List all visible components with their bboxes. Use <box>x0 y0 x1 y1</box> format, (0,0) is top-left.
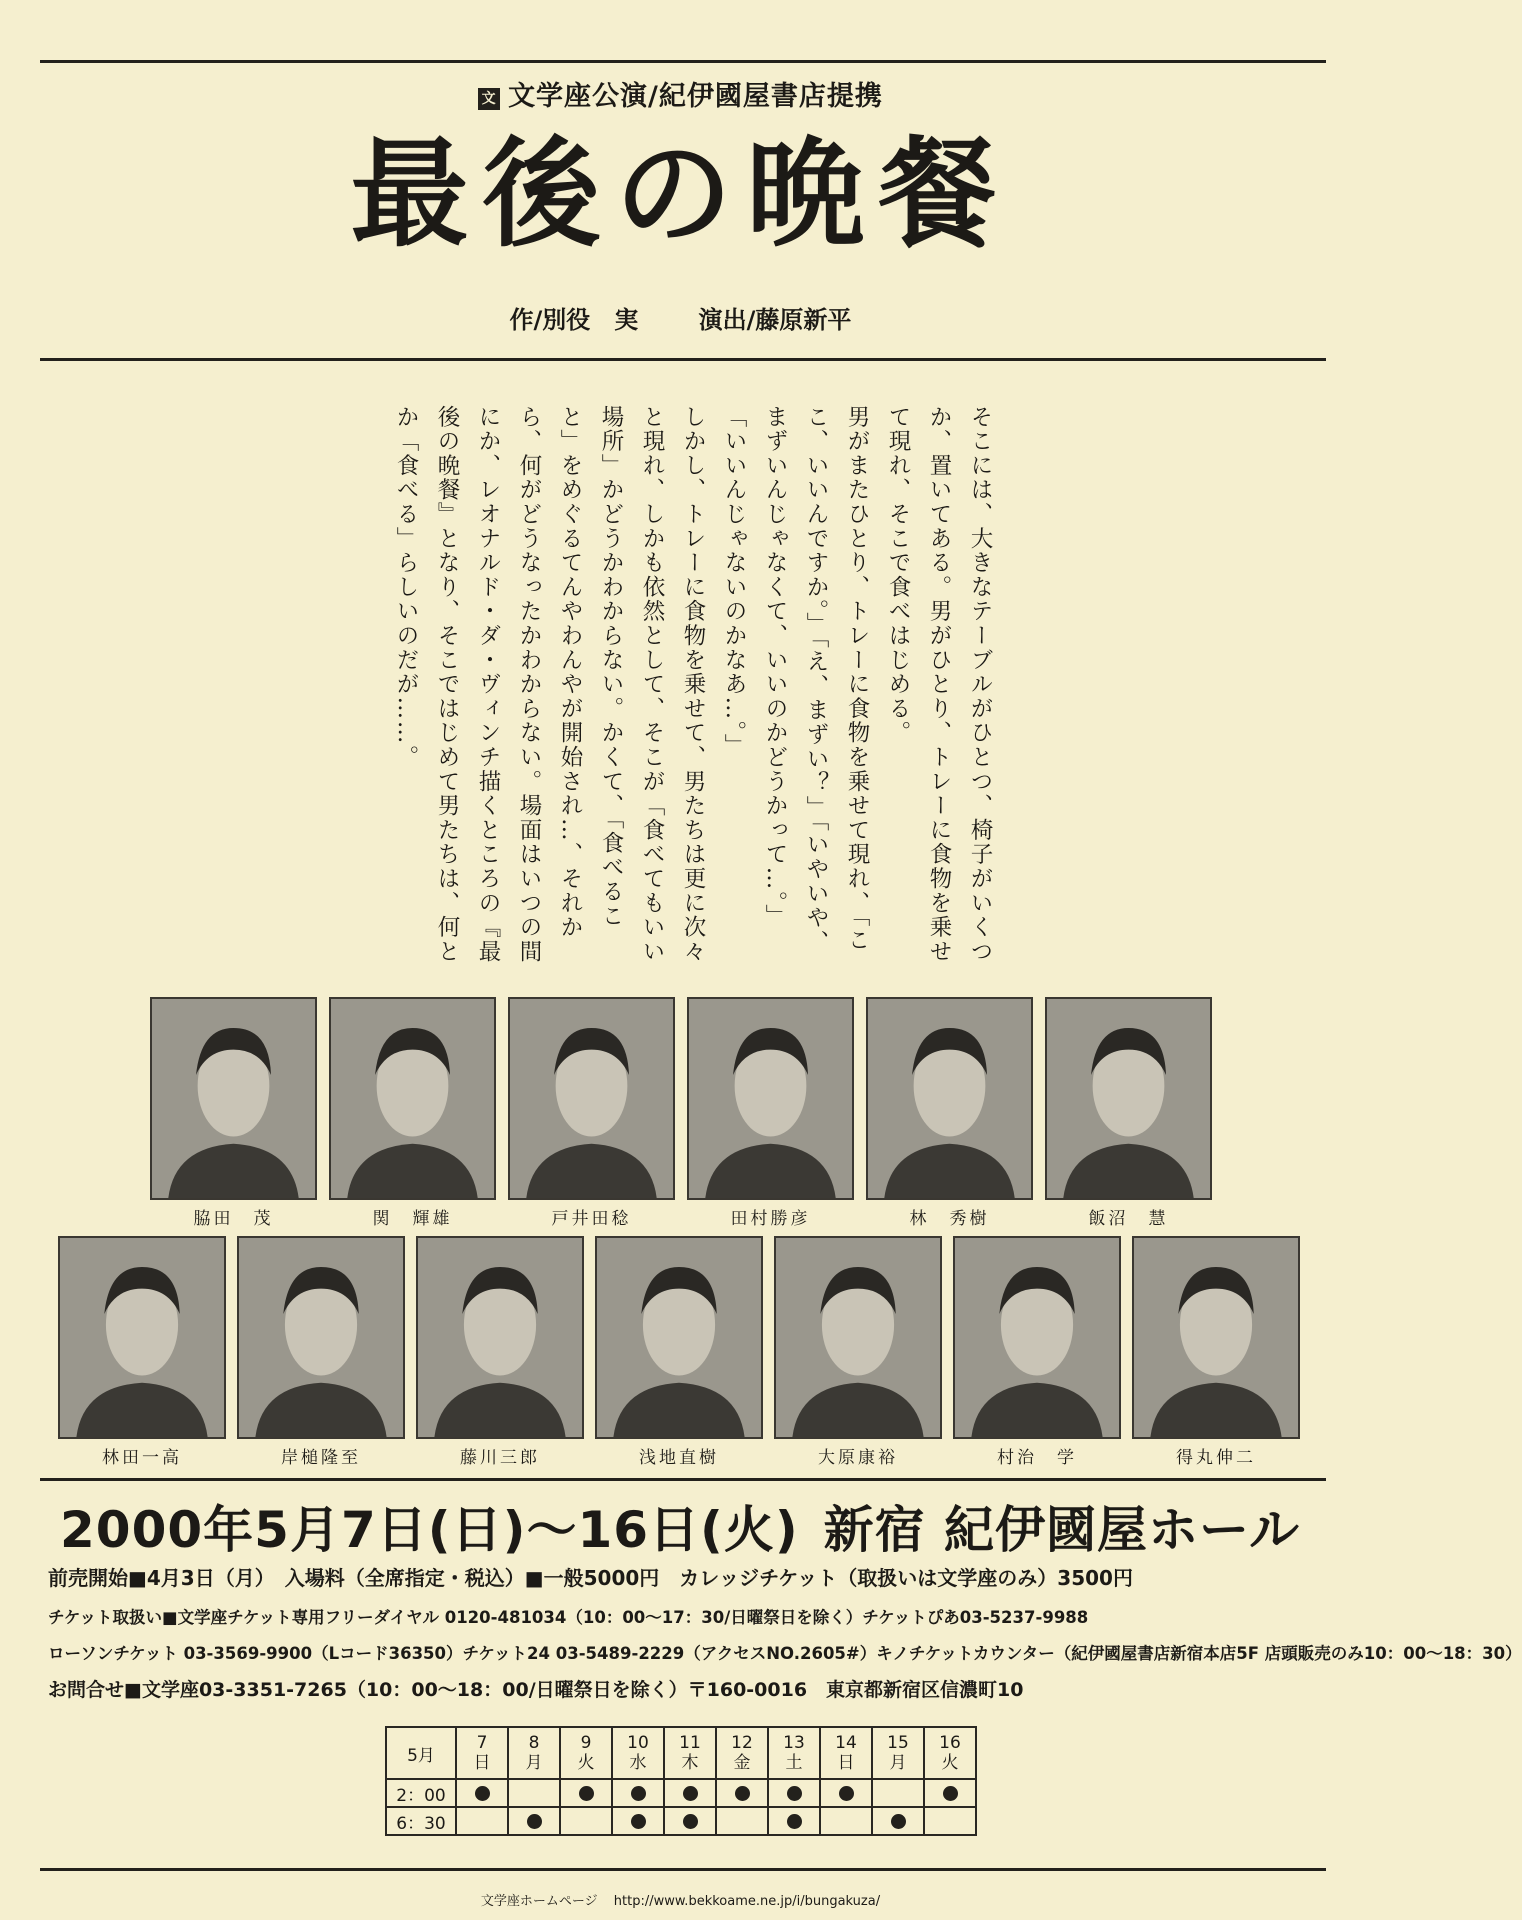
cast-photo <box>1132 1236 1300 1439</box>
cast-name: 関 輝雄 <box>372 1209 453 1229</box>
schedule-cell <box>508 1807 560 1835</box>
performance-dot-icon <box>631 1814 646 1829</box>
schedule-time-row <box>386 1807 976 1835</box>
schedule-cell <box>560 1779 612 1807</box>
schedule-day <box>456 1727 508 1779</box>
day-date: 14 <box>835 1733 857 1753</box>
performance-line <box>60 1490 1320 1562</box>
playwright: 作/別役 実 <box>509 306 639 334</box>
day-date: 12 <box>731 1733 753 1753</box>
cast-member <box>1045 997 1212 1229</box>
schedule-cell <box>716 1807 768 1835</box>
synopsis-paragraph: そこには、大きなテーブルがひとつ、椅子がいくつか、置いてある。男がひとり、トレーに食物を乗せて現れ、そこで食べはじめる。 <box>885 405 993 964</box>
cast-photo <box>953 1236 1121 1439</box>
schedule-day <box>872 1727 924 1779</box>
day-weekday: 月 <box>889 1753 907 1773</box>
day-date: 11 <box>679 1733 701 1753</box>
cast-photo <box>687 997 854 1200</box>
cast-member <box>58 1236 226 1468</box>
inquiry-info: お問合せ■文学座03-3351-7265（10：00〜18：00/日曜祭日を除く）〒160-0016 東京都新宿区信濃町10 <box>48 1679 1024 1701</box>
schedule-time-row <box>386 1779 976 1807</box>
schedule-month: 5月 <box>386 1727 456 1779</box>
cast-member <box>953 1236 1121 1468</box>
performance-dot-icon <box>631 1786 646 1801</box>
performance-dot-icon <box>579 1786 594 1801</box>
schedule-cell <box>872 1807 924 1835</box>
performance-schedule <box>385 1726 977 1836</box>
cast-name: 飯沼 慧 <box>1088 1209 1169 1229</box>
performance-dates: 2000年5月7日(日)〜16日(火) <box>60 1501 799 1559</box>
schedule-cell <box>768 1807 820 1835</box>
cast-photo <box>595 1236 763 1439</box>
day-date: 16 <box>939 1733 961 1753</box>
director: 演出/藤原新平 <box>698 306 852 334</box>
schedule-day <box>768 1727 820 1779</box>
schedule-cell <box>924 1807 976 1835</box>
cast-member <box>1132 1236 1300 1468</box>
venue: 新宿 紀伊國屋ホール <box>823 1501 1300 1559</box>
schedule-day <box>612 1727 664 1779</box>
homepage-label: 文学座ホームページ <box>480 1894 598 1909</box>
cast-member <box>508 997 675 1229</box>
presenter-line <box>0 74 1361 113</box>
schedule-cell <box>456 1779 508 1807</box>
performance-dot-icon <box>943 1786 958 1801</box>
cast-member <box>866 997 1033 1229</box>
schedule-cell <box>560 1807 612 1835</box>
cast-photo <box>774 1236 942 1439</box>
day-date: 7 <box>476 1733 488 1753</box>
performance-dot-icon <box>683 1814 698 1829</box>
ticket-outlets-1: チケット取扱い■文学座チケット専用フリーダイヤル 0120-481034（10：00〜17：30/日曜祭日を除く）チケットぴあ03-5237-9988 <box>48 1608 1089 1627</box>
homepage-url[interactable]: http://www.bekkoame.ne.jp/i/bungakuza/ <box>613 1894 881 1909</box>
cast-member <box>595 1236 763 1468</box>
schedule-cell <box>820 1779 872 1807</box>
play-title: 最後の晩餐 <box>350 124 1011 263</box>
schedule-cell <box>872 1779 924 1807</box>
cast-name: 得丸伸二 <box>1176 1448 1256 1468</box>
schedule-cell <box>716 1779 768 1807</box>
cast-photo <box>237 1236 405 1439</box>
day-weekday: 金 <box>733 1753 751 1773</box>
cast-photo <box>1045 997 1212 1200</box>
schedule-cell <box>664 1779 716 1807</box>
cast-member <box>687 997 854 1229</box>
schedule-day <box>508 1727 560 1779</box>
schedule-day <box>664 1727 716 1779</box>
cast-name: 林 秀樹 <box>909 1209 990 1229</box>
cast-name: 田村勝彦 <box>730 1209 811 1229</box>
cast-photo <box>508 997 675 1200</box>
day-weekday: 火 <box>941 1753 959 1773</box>
day-date: 8 <box>528 1733 540 1753</box>
footer <box>0 1890 1361 1909</box>
day-date: 9 <box>580 1733 592 1753</box>
cast-photo <box>329 997 496 1200</box>
synopsis <box>318 405 1000 965</box>
cast-name: 脇田 茂 <box>193 1209 274 1229</box>
presale-info: 前売開始■4月3日（月） 入場料（全席指定・税込）■一般5000円 カレッジチケット（取扱いは文学座のみ）3500円 <box>48 1566 1133 1590</box>
cast-member <box>329 997 496 1229</box>
performance-dot-icon <box>839 1786 854 1801</box>
presenter-text: 文学座公演/紀伊國屋書店提携 <box>508 81 883 112</box>
schedule-day <box>820 1727 872 1779</box>
cast-member <box>237 1236 405 1468</box>
schedule-cell <box>820 1807 872 1835</box>
schedule-cell <box>612 1807 664 1835</box>
cast-member <box>416 1236 584 1468</box>
schedule-cell <box>612 1779 664 1807</box>
schedule-cell <box>456 1807 508 1835</box>
day-date: 10 <box>627 1733 649 1753</box>
top-rule <box>40 60 1326 63</box>
day-weekday: 月 <box>525 1753 543 1773</box>
performance-dot-icon <box>735 1786 750 1801</box>
cast-photo <box>150 997 317 1200</box>
day-weekday: 土 <box>785 1753 803 1773</box>
footer-rule <box>40 1868 1326 1871</box>
schedule-cell <box>664 1807 716 1835</box>
show-time: 6：30 <box>386 1807 456 1835</box>
schedule-cell <box>508 1779 560 1807</box>
show-time: 2：00 <box>386 1779 456 1807</box>
cast-member <box>774 1236 942 1468</box>
cast-rule <box>40 1478 1326 1481</box>
bungakuza-logo-icon: 文 <box>478 88 500 110</box>
cast-name: 大原康裕 <box>818 1448 898 1468</box>
day-weekday: 水 <box>629 1753 647 1773</box>
synopsis-paragraph: しかし、トレーに食物を乗せて、男たちは更に次々と現れ、しかも依然として、そこが「食べてもいい場所」かどうかわからない。かくて、「食べること」をめぐるてんやわんやが開始され…、それから、何がどうなったかわからない。場面はいつの間にか、レオナルド・ダ・ヴィンチ描くところの『最後の晩餐』となり、そこではじめて男たちは、何とか「食べる」らしいのだが……。 <box>393 405 706 964</box>
day-date: 13 <box>783 1733 805 1753</box>
cast-name: 林田一高 <box>102 1448 182 1468</box>
day-weekday: 日 <box>837 1753 855 1773</box>
schedule-header-row <box>386 1727 976 1779</box>
ticket-outlets-2: ローソンチケット 03-3569-9900（Lコード36350）チケット24 03-5489-2229（アクセスNO.2605#）キノチケットカウンター（紀伊國屋書店新宿本店5F 店頭販売のみ10：00〜18：30） <box>48 1644 1522 1663</box>
cast-name: 岸槌隆至 <box>281 1448 361 1468</box>
performance-dot-icon <box>683 1786 698 1801</box>
cast-photo <box>58 1236 226 1439</box>
cast-name: 村治 学 <box>997 1448 1077 1468</box>
day-date: 15 <box>887 1733 909 1753</box>
performance-dot-icon <box>787 1786 802 1801</box>
day-weekday: 火 <box>577 1753 595 1773</box>
synopsis-paragraph: 男がまたひとり、トレーに食物を乗せて現れ、「ここ、いいんですか。」「え、まずい？」「いやいや、まずいんじゃなくて、いいのかどうかって…。」「いいんじゃないのかなあ…。」 <box>721 405 870 955</box>
cast-name: 藤川三郎 <box>460 1448 540 1468</box>
cast-name: 戸井田稔 <box>551 1209 632 1229</box>
performance-dot-icon <box>891 1814 906 1829</box>
credits <box>0 300 1361 335</box>
performance-dot-icon <box>527 1814 542 1829</box>
cast-name: 浅地直樹 <box>639 1448 719 1468</box>
cast-member <box>150 997 317 1229</box>
performance-dot-icon <box>475 1786 490 1801</box>
schedule-cell <box>768 1779 820 1807</box>
day-weekday: 日 <box>473 1753 491 1773</box>
schedule-day <box>560 1727 612 1779</box>
schedule-cell <box>924 1779 976 1807</box>
performance-dot-icon <box>787 1814 802 1829</box>
cast-photo <box>416 1236 584 1439</box>
cast-photo <box>866 997 1033 1200</box>
schedule-day <box>716 1727 768 1779</box>
schedule-day <box>924 1727 976 1779</box>
title-rule <box>40 358 1326 361</box>
day-weekday: 木 <box>681 1753 699 1773</box>
